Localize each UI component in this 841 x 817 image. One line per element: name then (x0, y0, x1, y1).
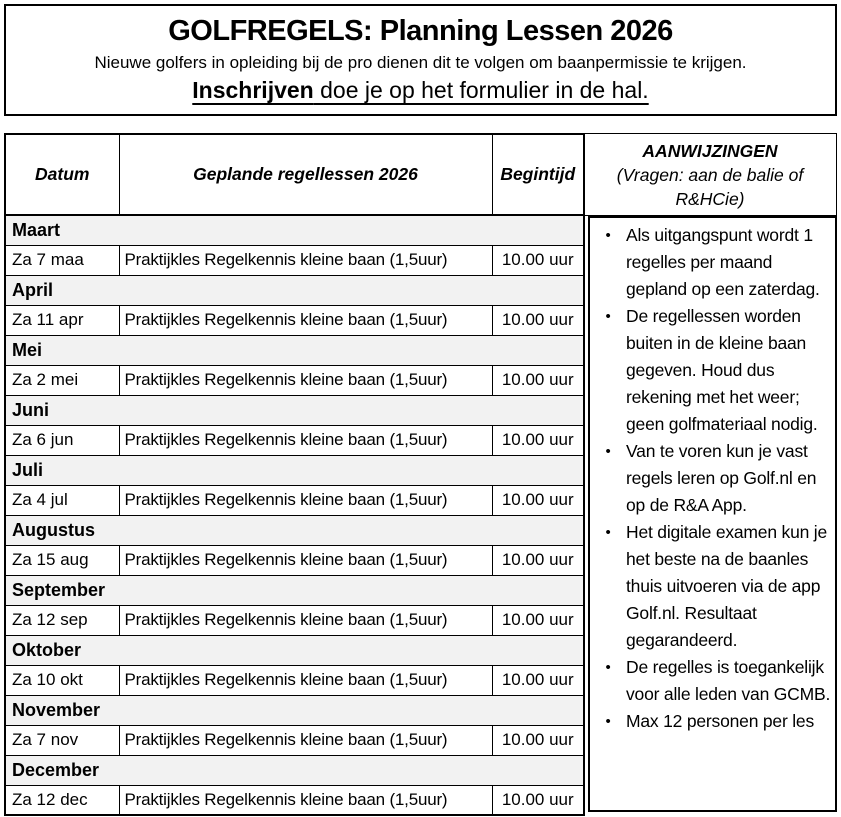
aanwijzingen-title: AANWIJZINGEN (642, 141, 778, 161)
date-cell: Za 12 sep (5, 605, 119, 635)
time-cell: 10.00 uur (492, 425, 584, 455)
month-row (5, 455, 584, 485)
aanwijzingen-list (590, 222, 835, 735)
header-box (4, 4, 837, 116)
bullet-text: Max 12 personen per les (626, 711, 815, 731)
bullet-icon: • (605, 443, 611, 460)
lesson-row (5, 545, 584, 575)
date-cell: Za 10 okt (5, 665, 119, 695)
bullet-text: De regellessen worden buiten in de kleine baan gegeven. Houd dus rekening met het weer; geen golfmateriaal nodig. (626, 306, 818, 434)
date-cell: Za 7 maa (5, 245, 119, 275)
time-cell: 10.00 uur (492, 665, 584, 695)
bullet-text: Als uitgangspunt wordt 1 regelles per maand gepland op een zaterdag. (626, 225, 820, 299)
month-row (5, 395, 584, 425)
month-label: September (5, 575, 584, 605)
lesson-cell: Praktijkles Regelkennis kleine baan (1,5uur) (119, 665, 492, 695)
month-row (5, 575, 584, 605)
date-cell: Za 11 apr (5, 305, 119, 335)
lesson-cell: Praktijkles Regelkennis kleine baan (1,5uur) (119, 245, 492, 275)
bullet-icon: • (605, 713, 611, 730)
lesson-row (5, 485, 584, 515)
month-label: November (5, 695, 584, 725)
time-cell: 10.00 uur (492, 605, 584, 635)
bullet-text: De regelles is toegankelijk voor alle leden van GCMB. (626, 657, 831, 704)
aanwijzingen-header (583, 133, 837, 216)
lesson-cell: Praktijkles Regelkennis kleine baan (1,5uur) (119, 305, 492, 335)
date-cell: Za 2 mei (5, 365, 119, 395)
month-row (5, 635, 584, 665)
aanwijzingen-column (583, 133, 837, 817)
bullet-text: Van te voren kun je vast regels leren op Golf.nl en op de R&A App. (626, 441, 817, 515)
main-content (4, 133, 837, 817)
aanwijzingen-box (588, 216, 837, 812)
month-row (5, 755, 584, 785)
month-label: Mei (5, 335, 584, 365)
month-label: December (5, 755, 584, 785)
bullet-icon: • (605, 659, 611, 676)
bullet-item (590, 654, 835, 708)
month-label: Juni (5, 395, 584, 425)
bullet-item (590, 222, 835, 303)
date-cell: Za 6 jun (5, 425, 119, 455)
time-cell: 10.00 uur (492, 485, 584, 515)
date-cell: Za 4 jul (5, 485, 119, 515)
signup-rest-text: doe je op het formulier in de hal. (313, 77, 649, 103)
table-header-row (5, 134, 584, 215)
lesson-row (5, 425, 584, 455)
page-subtitle: Nieuwe golfers in opleiding bij de pro dienen dit te volgen om baanpermissie te krijgen. (94, 53, 747, 72)
bullet-item (590, 438, 835, 519)
month-row (5, 515, 584, 545)
time-cell: 10.00 uur (492, 545, 584, 575)
schedule-table (4, 133, 585, 816)
time-cell: 10.00 uur (492, 305, 584, 335)
lesson-cell: Praktijkles Regelkennis kleine baan (1,5uur) (119, 365, 492, 395)
time-cell: 10.00 uur (492, 245, 584, 275)
month-row (5, 275, 584, 305)
bullet-icon: • (605, 227, 611, 244)
column-header-lessen: Geplande regellessen 2026 (119, 134, 492, 215)
month-row (5, 335, 584, 365)
lesson-row (5, 725, 584, 755)
lesson-cell: Praktijkles Regelkennis kleine baan (1,5uur) (119, 725, 492, 755)
bullet-icon: • (605, 524, 611, 541)
month-label: Juli (5, 455, 584, 485)
lesson-cell: Praktijkles Regelkennis kleine baan (1,5uur) (119, 785, 492, 815)
lesson-row (5, 665, 584, 695)
month-row (5, 215, 584, 245)
aanwijzingen-subtitle: (Vragen: aan de balie of R&HCie) (616, 165, 804, 209)
signup-line (192, 77, 648, 104)
time-cell: 10.00 uur (492, 365, 584, 395)
lesson-cell: Praktijkles Regelkennis kleine baan (1,5uur) (119, 545, 492, 575)
month-label: Maart (5, 215, 584, 245)
lesson-row (5, 365, 584, 395)
date-cell: Za 7 nov (5, 725, 119, 755)
bullet-item (590, 519, 835, 654)
column-header-begintijd: Begintijd (492, 134, 584, 215)
lesson-row (5, 305, 584, 335)
lesson-cell: Praktijkles Regelkennis kleine baan (1,5uur) (119, 605, 492, 635)
time-cell: 10.00 uur (492, 785, 584, 815)
month-label: April (5, 275, 584, 305)
lesson-row (5, 605, 584, 635)
lesson-row (5, 785, 584, 815)
signup-bold-word: Inschrijven (192, 77, 314, 103)
bullet-icon: • (605, 308, 611, 325)
lesson-row (5, 245, 584, 275)
date-cell: Za 15 aug (5, 545, 119, 575)
month-label: Augustus (5, 515, 584, 545)
time-cell: 10.00 uur (492, 725, 584, 755)
month-row (5, 695, 584, 725)
bullet-item (590, 708, 835, 735)
lesson-cell: Praktijkles Regelkennis kleine baan (1,5uur) (119, 485, 492, 515)
column-header-datum: Datum (5, 134, 119, 215)
bullet-item (590, 303, 835, 438)
month-label: Oktober (5, 635, 584, 665)
lesson-cell: Praktijkles Regelkennis kleine baan (1,5uur) (119, 425, 492, 455)
bullet-text: Het digitale examen kun je het beste na de baanles thuis uitvoeren via de app Golf.nl. Resultaat gegarandeerd. (626, 522, 828, 650)
date-cell: Za 12 dec (5, 785, 119, 815)
page-title: GOLFREGELS: Planning Lessen 2026 (168, 15, 673, 47)
